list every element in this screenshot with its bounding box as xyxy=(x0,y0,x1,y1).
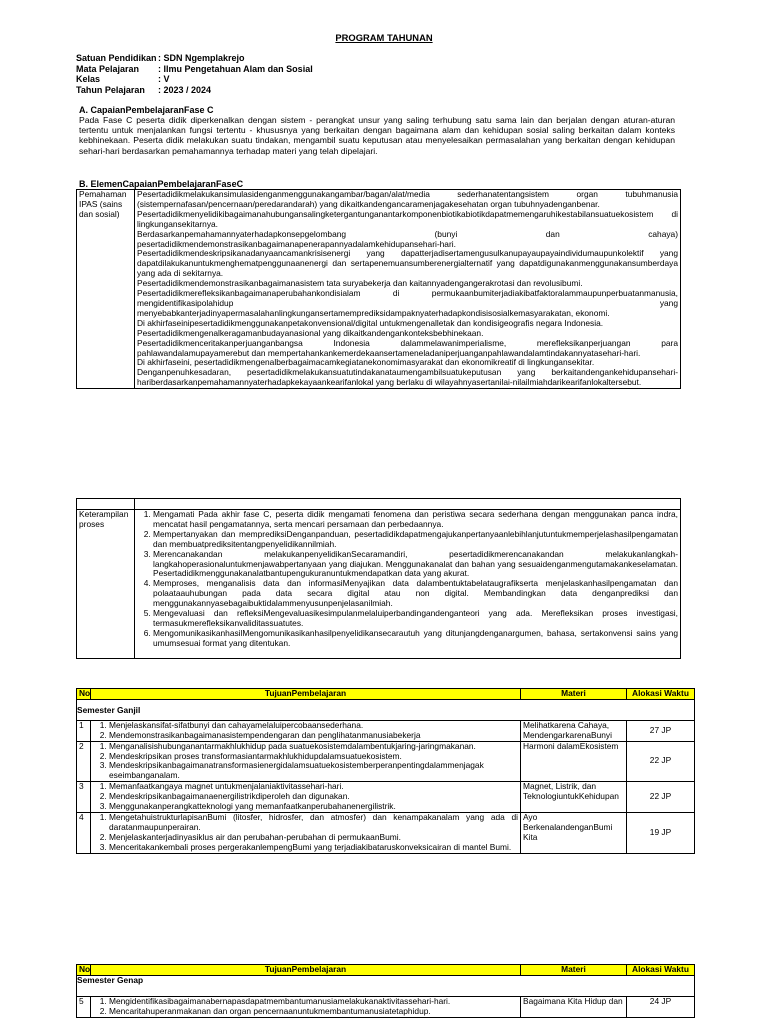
list-item: 2. Mempertanyakan dan memprediksiDenganpanduan, pesertadidikdapatmengajukanpertanyaanlebihlanjutuntukmemperjelashasilpengamatan dan membuatprediksitentangpenyelidikannilmiah. xyxy=(153,530,678,550)
row-alokasi: 22 JP xyxy=(627,741,695,782)
meta-row-tahun xyxy=(76,85,313,96)
meta-label: Kelas xyxy=(76,74,101,85)
table-row xyxy=(77,499,681,510)
semester-row xyxy=(77,975,695,996)
row-materi: Harmoni dalamEkosistem xyxy=(521,741,627,782)
row-tujuan xyxy=(91,812,521,853)
table-row xyxy=(77,510,681,659)
header-alokasi: Alokasi Waktu xyxy=(627,965,695,976)
list-item: 1. MengetahuistrukturlapisanBumi (litosfer, hidrosfer, dan atmosfer) dan kenampakanalam yang ada di daratanmaupunperairan. xyxy=(109,813,518,833)
paragraph: Pesertadidikmenceritakanperjuanganbangsa Indonesia dalammelawanimperialisme, merefleksikanperjuangan para pahlawandalamupayamerebut dan mempertahankankemerdekaansertameneladaniperjuanganpahlawandalamtindakannyatasehari-hari. xyxy=(137,337,678,358)
meta-row-kelas xyxy=(76,74,313,85)
row-no: 5 xyxy=(77,996,91,1017)
meta-label: Satuan Pendidikan xyxy=(76,53,157,63)
table-row xyxy=(77,720,695,741)
row-materi: Bagaimana Kita Hidup dan xyxy=(521,996,627,1017)
document-title: PROGRAM TAHUNAN xyxy=(335,32,433,43)
document-meta xyxy=(76,53,313,95)
semester-label: Semester Ganjil xyxy=(77,699,695,720)
paragraph: Pesertadidikmenyelidikibagaimanahubungansalingketergantunganantarkomponenbiotikabiotikdapatmemengaruhikestabilansuatuekosistem di lingkungansekitarnya. xyxy=(137,208,678,229)
list-item: 6. MengomunikasikanhasilMengomunikasikanhasilpenyelidikansecarautuh yang ditunjangdenganargumen, bahasa, sertakonvensi sains yang umumsesuai format yang ditentukan. xyxy=(153,629,678,649)
elemen-keterampilan-table xyxy=(76,498,681,659)
list-item: 2. Menjelaskanterjadinyasiklus air dan perubahan-perubahan di permukaanBumi. xyxy=(109,833,518,843)
meta-label: Mata Pelajaran xyxy=(76,63,140,74)
paragraph: Di akhirfaseinipesertadidikmenggunakanpetakonvensional/digital untukmengenalletak dan kondisigeografis negara Indonesia. xyxy=(137,317,604,328)
meta-row-mapel xyxy=(76,64,313,75)
tujuan-table-genap xyxy=(76,964,695,1018)
row-alokasi: 22 JP xyxy=(627,782,695,813)
list-item: 3. Menceritakankembali proses pergerakanlempengBumi yang terjadiakibataruskonveksicairan di mantel Bumi. xyxy=(109,843,518,853)
meta-value: : SDN Ngemplakrejo xyxy=(158,53,245,63)
table-header-row xyxy=(77,965,695,976)
row-materi: Melihatkarena Cahaya, MendengarkarenaBunyi xyxy=(521,720,627,741)
elemen-pemahaman-table xyxy=(76,189,681,389)
table-row xyxy=(77,996,695,1017)
row-no: 4 xyxy=(77,812,91,853)
list-item: 2. Mendeskripsikanbagaimanaenergilistrikdiperoleh dan digunakan. xyxy=(109,792,518,802)
paragraph: Pesertadidikmendemonstrasikanbagaimanasistem tata suryabekerja dan kaitannyadengangerakrotasi dan revolusibumi. xyxy=(137,278,583,289)
list-item: 3. Menggunakanperangkatteknologi yang memanfaatkanperubahanenergilistrik. xyxy=(109,802,518,812)
list-item: 2. Mendeskripsikan proses transformasiantarmakhlukhidupdalamsuatuekosistem. xyxy=(109,752,518,762)
row-alokasi: 27 JP xyxy=(627,720,695,741)
element-label: Keterampilan proses xyxy=(77,510,135,659)
table-row xyxy=(77,782,695,813)
section-a-heading: A. CapaianPembelajaranFase C xyxy=(79,105,214,115)
row-alokasi: 24 JP xyxy=(627,996,695,1017)
paragraph: Denganpenuhkesadaran, pesertadidikmelakukansuatutindakanataumengambilsuatukeputusan yang berkaitandengankehidupansehari-hariberdasarkanpemahamannyaterhadapkekayaankearifanlokal yang berlaku di wilayahnyasertanilai-nilailmiahdarikearifanlokaltersebut. xyxy=(137,367,678,388)
keterampilan-list xyxy=(137,510,678,649)
row-materi: Ayo BerkenalandenganBumi Kita xyxy=(521,812,627,853)
header-tujuan: TujuanPembelajaran xyxy=(91,965,521,976)
list-item: 3. Mendeskripsikanbagaimanatransformasienergidalamsuatuekosistemberperanpentingdalammenjagak eseimbanganalam. xyxy=(109,761,518,781)
row-tujuan xyxy=(91,782,521,813)
table-row xyxy=(77,741,695,782)
row-tujuan xyxy=(91,720,521,741)
row-tujuan xyxy=(91,741,521,782)
row-no: 2 xyxy=(77,741,91,782)
element-description xyxy=(135,510,681,659)
semester-row xyxy=(77,699,695,720)
header-tujuan: TujuanPembelajaran xyxy=(91,689,521,700)
list-item: 2. Mendemonstrasikanbagaimanasistempendengaran dan penglihatanmanusiabekerja xyxy=(109,731,518,741)
row-materi: Magnet, Listrik, dan TeknologiuntukKehidupan xyxy=(521,782,627,813)
paragraph: Di akhirfaseini, pesertadidikmengenalberbagaimacamkegiatanekonomimasyarakat dan ekonomikreatif di lingkungansekitar. xyxy=(137,357,595,368)
list-item: 1. Menganalisishubunganantarmakhlukhidup pada suatuekosistemdalambentukjaring-jaringmakanan. xyxy=(109,742,518,752)
header-no: No xyxy=(77,689,91,700)
paragraph: Pesertadidikmendeskripsikanadanyaancamankrisisenergi yang dapatterjadisertamengusulkanupayaupayaindividumaupunkolektif yang dapatdilakukanuntukmenghematpenggunaanenergi dan sertapenemuansumberenergialternatif yang dapatdigunakanmenggunakansumberdaya yang ada di sekitarnya. xyxy=(137,248,678,279)
list-item: 1. Mengidentifikasibagaimanabernapasdapatmembantumanusiamelakukanaktivitassehari-hari. xyxy=(109,997,518,1007)
list-item: 1. Mengamati Pada akhir fase C, peserta didik mengamati fenomena dan peristiwa secara sederhana dengan menggunakan panca indra, mencatat hasil pengamatannya, serta mencari persamaan dan perbedaannya. xyxy=(153,510,678,530)
paragraph: Berdasarkanpemahamannyaterhadapkonsepgelombang (bunyi dan cahaya) pesertadidikmendemonstrasikanbagaimanapenerapannyadalamkehidupansehari-hari. xyxy=(137,228,678,249)
tujuan-table-ganjil xyxy=(76,688,695,854)
meta-value: : Ilmu Pengetahuan Alam dan Sosial xyxy=(158,63,313,74)
empty-cell xyxy=(77,499,135,510)
empty-cell xyxy=(135,499,681,510)
header-alokasi: Alokasi Waktu xyxy=(627,689,695,700)
list-item: 1. Memanfaatkangaya magnet untukmenjalaniaktivitassehari-hari. xyxy=(109,782,518,792)
row-no: 3 xyxy=(77,782,91,813)
list-item: 4. Memproses, menganalisis data dan informasiMenyajikan data dalambentuktabelataugrafikserta menjelaskanhasilpengamatan dan polaataauhubungan pada data secara digital atau non digital. Membandingkan data denganprediksi dan menggunakannyasebagaibuktidalammenyusunpenjelasanilmiah. xyxy=(153,579,678,609)
list-item: 5. Mengevaluasi dan refleksiMengevaluasikesimpulanmelaluiperbandingandenganteori yang ada. Merefleksikan proses investigasi, termasukmerefleksikanvaliditassuatutes. xyxy=(153,609,678,629)
row-alokasi: 19 JP xyxy=(627,812,695,853)
meta-row-satuan xyxy=(76,53,313,64)
list-item: 2. Mencaritahuperanmakanan dan organ pencernaanuntukmembantumanusiatetaphidup. xyxy=(109,1007,518,1017)
list-item: 3. Merencanakandan melakukanpenyelidikanSecaramandiri, pesertadidikmerencanakandan melakukanlangkah-langkahoperasionaluntukmenjawabpertanyaan yang diajukan. Menggunakanalat dan bahan yang sesuaidenganmengutamakankeselamatan. Pesertadidikmenggunakanalatbantupengukuranuntukmendapatkan data yang akurat. xyxy=(153,550,678,580)
table-header-row xyxy=(77,689,695,700)
paragraph: Pesertadidikmelakukansimulasidenganmenggunakangambar/bagan/alat/media sederhanatentangsistem organ tubuhmanusia (sistempernafasan/pencernaan/peredarandarah) yang dikaitkandengancaramenjagakesehatan organ tubuhnyadenganbenar. xyxy=(137,189,678,209)
section-b-heading: B. ElemenCapaianPembelajaranFaseC xyxy=(79,179,244,189)
table-row xyxy=(77,190,681,389)
semester-label: Semester Genap xyxy=(77,975,695,996)
meta-value: : V xyxy=(158,74,170,85)
table-row xyxy=(77,812,695,853)
header-materi: Materi xyxy=(521,965,627,976)
element-label: Pemahaman IPAS (sains dan sosial) xyxy=(77,190,135,389)
paragraph: Pesertadidikmerefleksikanbagaimanaperubahankondisialam di permukaanbumiterjadiakibatfaktoralammaupunperbuatanmanusia, mengidentifikasipolahidup yang menyebabkanterjadinyapermasalahanlingkungansertamemprediksidampaknyaterhadapkondisisosialkemasyarakatan, ekonomi. xyxy=(137,288,678,318)
element-description xyxy=(135,190,681,389)
meta-label: Tahun Pelajaran xyxy=(76,84,145,95)
paragraph: Pesertadidikmengenalkeragamanbudayanasional yang dikaitkandengankonteksbebhinekaan. xyxy=(137,327,484,338)
header-materi: Materi xyxy=(521,689,627,700)
section-a-text: Pada Fase C peserta didik diperkenalkan dengan sistem - perangkat unsur yang saling terhubung satu sama lain dan berjalan dengan aturan-aturan tertentu untuk menjalankan fungsi tertentu - khususnya yang berkaitan dengan bagaimana alam dan kehidupan sosial saling berkaitan dalam konteks kebhinekaan. Peserta didik melakukan suatu tindakan, mengambil suatu keputusan atau menyelesaikan permasalahan yang berkaitan dengan kehidupan sehari-hari berdasarkan pemahamannya terhadap materi yang telah dipelajari. xyxy=(79,115,675,156)
meta-value: : 2023 / 2024 xyxy=(158,84,212,95)
row-no: 1 xyxy=(77,720,91,741)
list-item: 1. Menjelaskansifat-sifatbunyi dan cahayamelaluipercobaansederhana. xyxy=(109,721,518,731)
row-tujuan xyxy=(91,996,521,1017)
header-no: No xyxy=(77,965,91,976)
